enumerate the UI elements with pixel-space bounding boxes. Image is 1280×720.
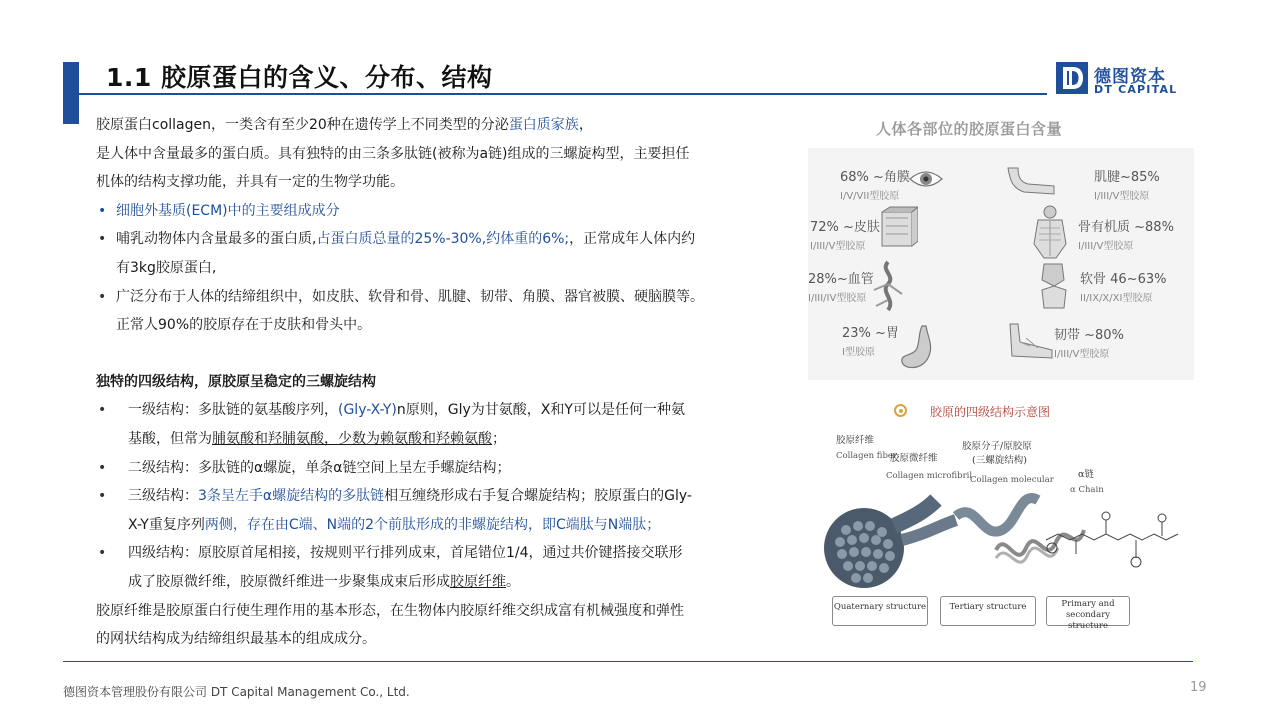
closing-line-1: 胶原纤维是胶原蛋白行使生理作用的基本形态，在生物体内胶原纤维交织成富有机械强度和弹性 (96, 602, 684, 619)
bullet-quaternary-structure: • 四级结构：原胶原首尾相接，按规则平行排列成束，首尾错位1/4，通过共价键搭接交联形 成了胶原微纤维，胶原微纤维进一步聚集成束后形成胶原纤维。 (96, 539, 786, 596)
item-skin: 72% ~皮肤 I/III/V型胶原 (810, 220, 880, 252)
logo-chinese-name: 德图资本 (1094, 67, 1166, 87)
bullet-secondary-structure: • 二级结构：多肽链的α螺旋，单条α链空间上呈左手螺旋结构； (96, 454, 786, 483)
label-molecule-en: Collagen molecular (970, 475, 1054, 485)
figure1-title: 人体各部位的胶原蛋白含量 (876, 120, 1063, 138)
blood-vessel-icon (870, 260, 906, 312)
skin-icon (878, 206, 918, 252)
label-molecule-cn2: (三螺旋结构) (972, 455, 1027, 466)
stomach-icon (898, 324, 938, 372)
footer-divider (63, 661, 1193, 662)
intro-line-1: 胶原蛋白collagen，一类含有至少20种在遗传学上不同类型的分泌蛋白质家族， (96, 117, 593, 133)
box-tertiary-structure: Tertiary structure (940, 596, 1036, 626)
eye-icon (908, 164, 944, 194)
figure1-body-collagen-content (808, 148, 1194, 380)
item-stomach: 23% ~胃 I型胶原 (842, 326, 899, 358)
item-cartilage: 软骨 46~63% II/IX/X/XI型胶原 (1080, 272, 1167, 304)
item-tendon: 肌腱~85% I/III/V型胶原 (1094, 170, 1160, 202)
bullet-mammal-content: • 哺乳动物体内含量最多的蛋白质,占蛋白质总量的25%-30%,约体重的6%;，正常成年人体内约 有3kg胶原蛋白, (96, 225, 786, 282)
bullet-ecm: • 细胞外基质(ECM)中的主要组成成分 (96, 197, 786, 226)
figure2-title: 胶原的四级结构示意图 (930, 405, 1051, 419)
tendon-icon (1004, 164, 1058, 198)
ligament-icon (1004, 320, 1058, 360)
label-molecule-cn: 胶原分子/原胶原 (962, 441, 1032, 452)
target-bullet-icon (894, 404, 907, 417)
page-number: 19 (1190, 680, 1207, 695)
dt-logo-icon (1056, 62, 1088, 94)
label-microfibril-en: Collagen microfibril (886, 471, 973, 481)
label-chain-en: α Chain (1070, 485, 1104, 495)
title-accent-bar (63, 62, 79, 124)
item-blood-vessel: 28%~血管 I/III/IV型胶原 (808, 272, 874, 304)
bullet-primary-structure: • 一级结构：多肽链的氨基酸序列，(Gly-X-Y)n原则，Gly为甘氨酸，X和Y可以是任何一种氨 基酸，但常为脯氨酸和羟脯氨酸，少数为赖氨酸和羟赖氨酸； (96, 396, 786, 453)
item-ligament: 韧带 ~80% I/III/V型胶原 (1054, 328, 1124, 360)
figure2-collagen-structure (806, 430, 1186, 630)
footer-company: 德图资本管理股份有限公司 DT Capital Management Co., Ltd. (63, 685, 410, 699)
box-primary-secondary-structure: Primary and secondary structure (1046, 596, 1130, 626)
cartilage-icon (1034, 262, 1074, 310)
label-microfibril-cn: 胶原微纤维 (890, 453, 938, 464)
label-chain-cn: α链 (1078, 469, 1094, 480)
item-cornea: 68% ~角膜 I/V/VII型胶原 (840, 170, 910, 202)
intro-line-3: 机体的结构支撑功能，并具有一定的生物学功能。 (96, 174, 404, 191)
intro-line-2: 是人体中含量最多的蛋白质。具有独特的由三条多肽链(被称为a链)组成的三螺旋构型，主要担任 (96, 145, 690, 162)
page-title: 1.1 胶原蛋白的含义、分布、结构 (106, 63, 493, 92)
company-logo (1056, 62, 1180, 96)
main-text-block (96, 111, 786, 654)
label-fiber-cn: 胶原纤维 (836, 435, 875, 446)
bullet-tertiary-structure: • 三级结构：3条呈左手α螺旋结构的多肽链相互缠绕形成右手复合螺旋结构；胶原蛋白的Gly- X-Y重复序列两侧，存在由C端、N端的2个前肽形成的非螺旋结构，即C端肽与N端肽； (96, 482, 786, 539)
closing-line-2: 的网状结构成为结缔组织最基本的组成成分。 (96, 631, 376, 648)
label-fiber-en: Collagen fiber (836, 451, 897, 461)
bullet-distribution: • 广泛分布于人体的结缔组织中，如皮肤、软骨和骨、肌腱、韧带、角膜、器官被膜、硬脑膜等。 正常人90%的胶原存在于皮肤和骨头中。 (96, 283, 786, 340)
box-quaternary-structure: Quaternary structure (832, 596, 928, 626)
item-bone: 骨有机质 ~88% I/III/V型胶原 (1078, 220, 1174, 252)
logo-english-name: DT CAPITAL (1094, 83, 1178, 96)
bone-icon (1028, 204, 1072, 260)
structure-heading: 独特的四级结构，原胶原呈稳定的三螺旋结构 (96, 373, 376, 390)
title-underline (79, 93, 1047, 95)
